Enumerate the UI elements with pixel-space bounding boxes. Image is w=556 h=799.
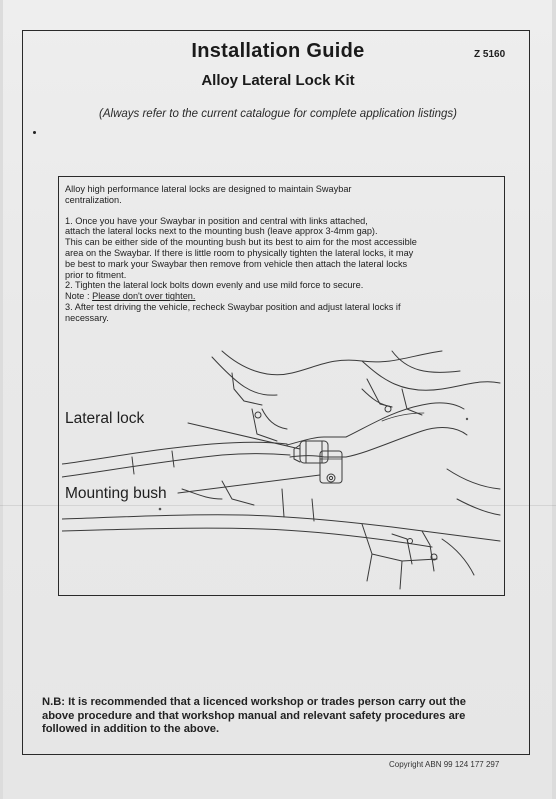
intro-line-1: Alloy high performance lateral locks are designed to maintain Swaybar [65, 184, 352, 194]
step3-line-1: 3. After test driving the vehicle, recheck Swaybar position and adjust lateral locks if [65, 301, 401, 312]
ink-speck [33, 131, 36, 134]
note-prefix: Note : [65, 291, 90, 302]
installation-diagram [62, 349, 502, 593]
product-subtitle: Alloy Lateral Lock Kit [201, 72, 355, 89]
intro-line-2: centralization. [65, 194, 122, 205]
step2-line: 2. Tighten the lateral lock bolts down evenly and use mild force to secure. [65, 280, 364, 291]
product-code: Z 5160 [474, 49, 506, 60]
step1-line-6: prior to fitment. [65, 269, 127, 280]
instruction-text [65, 184, 501, 324]
step3-line-2: necessary. [65, 312, 109, 323]
page-title: Installation Guide [191, 40, 365, 62]
safety-notice [42, 696, 512, 737]
step1-line-2: attach the lateral locks next to the mounting bush (leave approx 3-4mm gap). [65, 226, 378, 237]
nb-line-2: above procedure and that workshop manual and relevant safety procedures are [42, 709, 466, 722]
step1-line-4: area on the Swaybar. If there is little room to physically tighten the lateral locks, it may [65, 247, 414, 258]
swaybar-line-drawing [62, 349, 502, 593]
note-line [65, 291, 501, 302]
nb-line-3: followed in addition to the above. [42, 723, 220, 735]
step1-line-3: This can be either side of the mounting bush but its best to aim for the most accessible [65, 237, 417, 248]
note-warning: Please don't over tighten. [92, 291, 196, 302]
lateral-lock-label: Lateral lock [65, 410, 145, 427]
mounting-bush-label: Mounting bush [65, 485, 167, 502]
copyright-abn: Copyright ABN 99 124 177 297 [389, 760, 500, 769]
nb-line-1: N.B: It is recommended that a licenced workshop or trades person carry out the [42, 696, 466, 708]
step1-line-5: be best to mark your Swaybar then remove from vehicle then attach the lateral locks [65, 258, 408, 269]
catalogue-note: (Always refer to the current catalogue for complete application listings) [99, 108, 457, 120]
step1-line-1: 1. Once you have your Swaybar in position and central with links attached, [65, 215, 368, 226]
